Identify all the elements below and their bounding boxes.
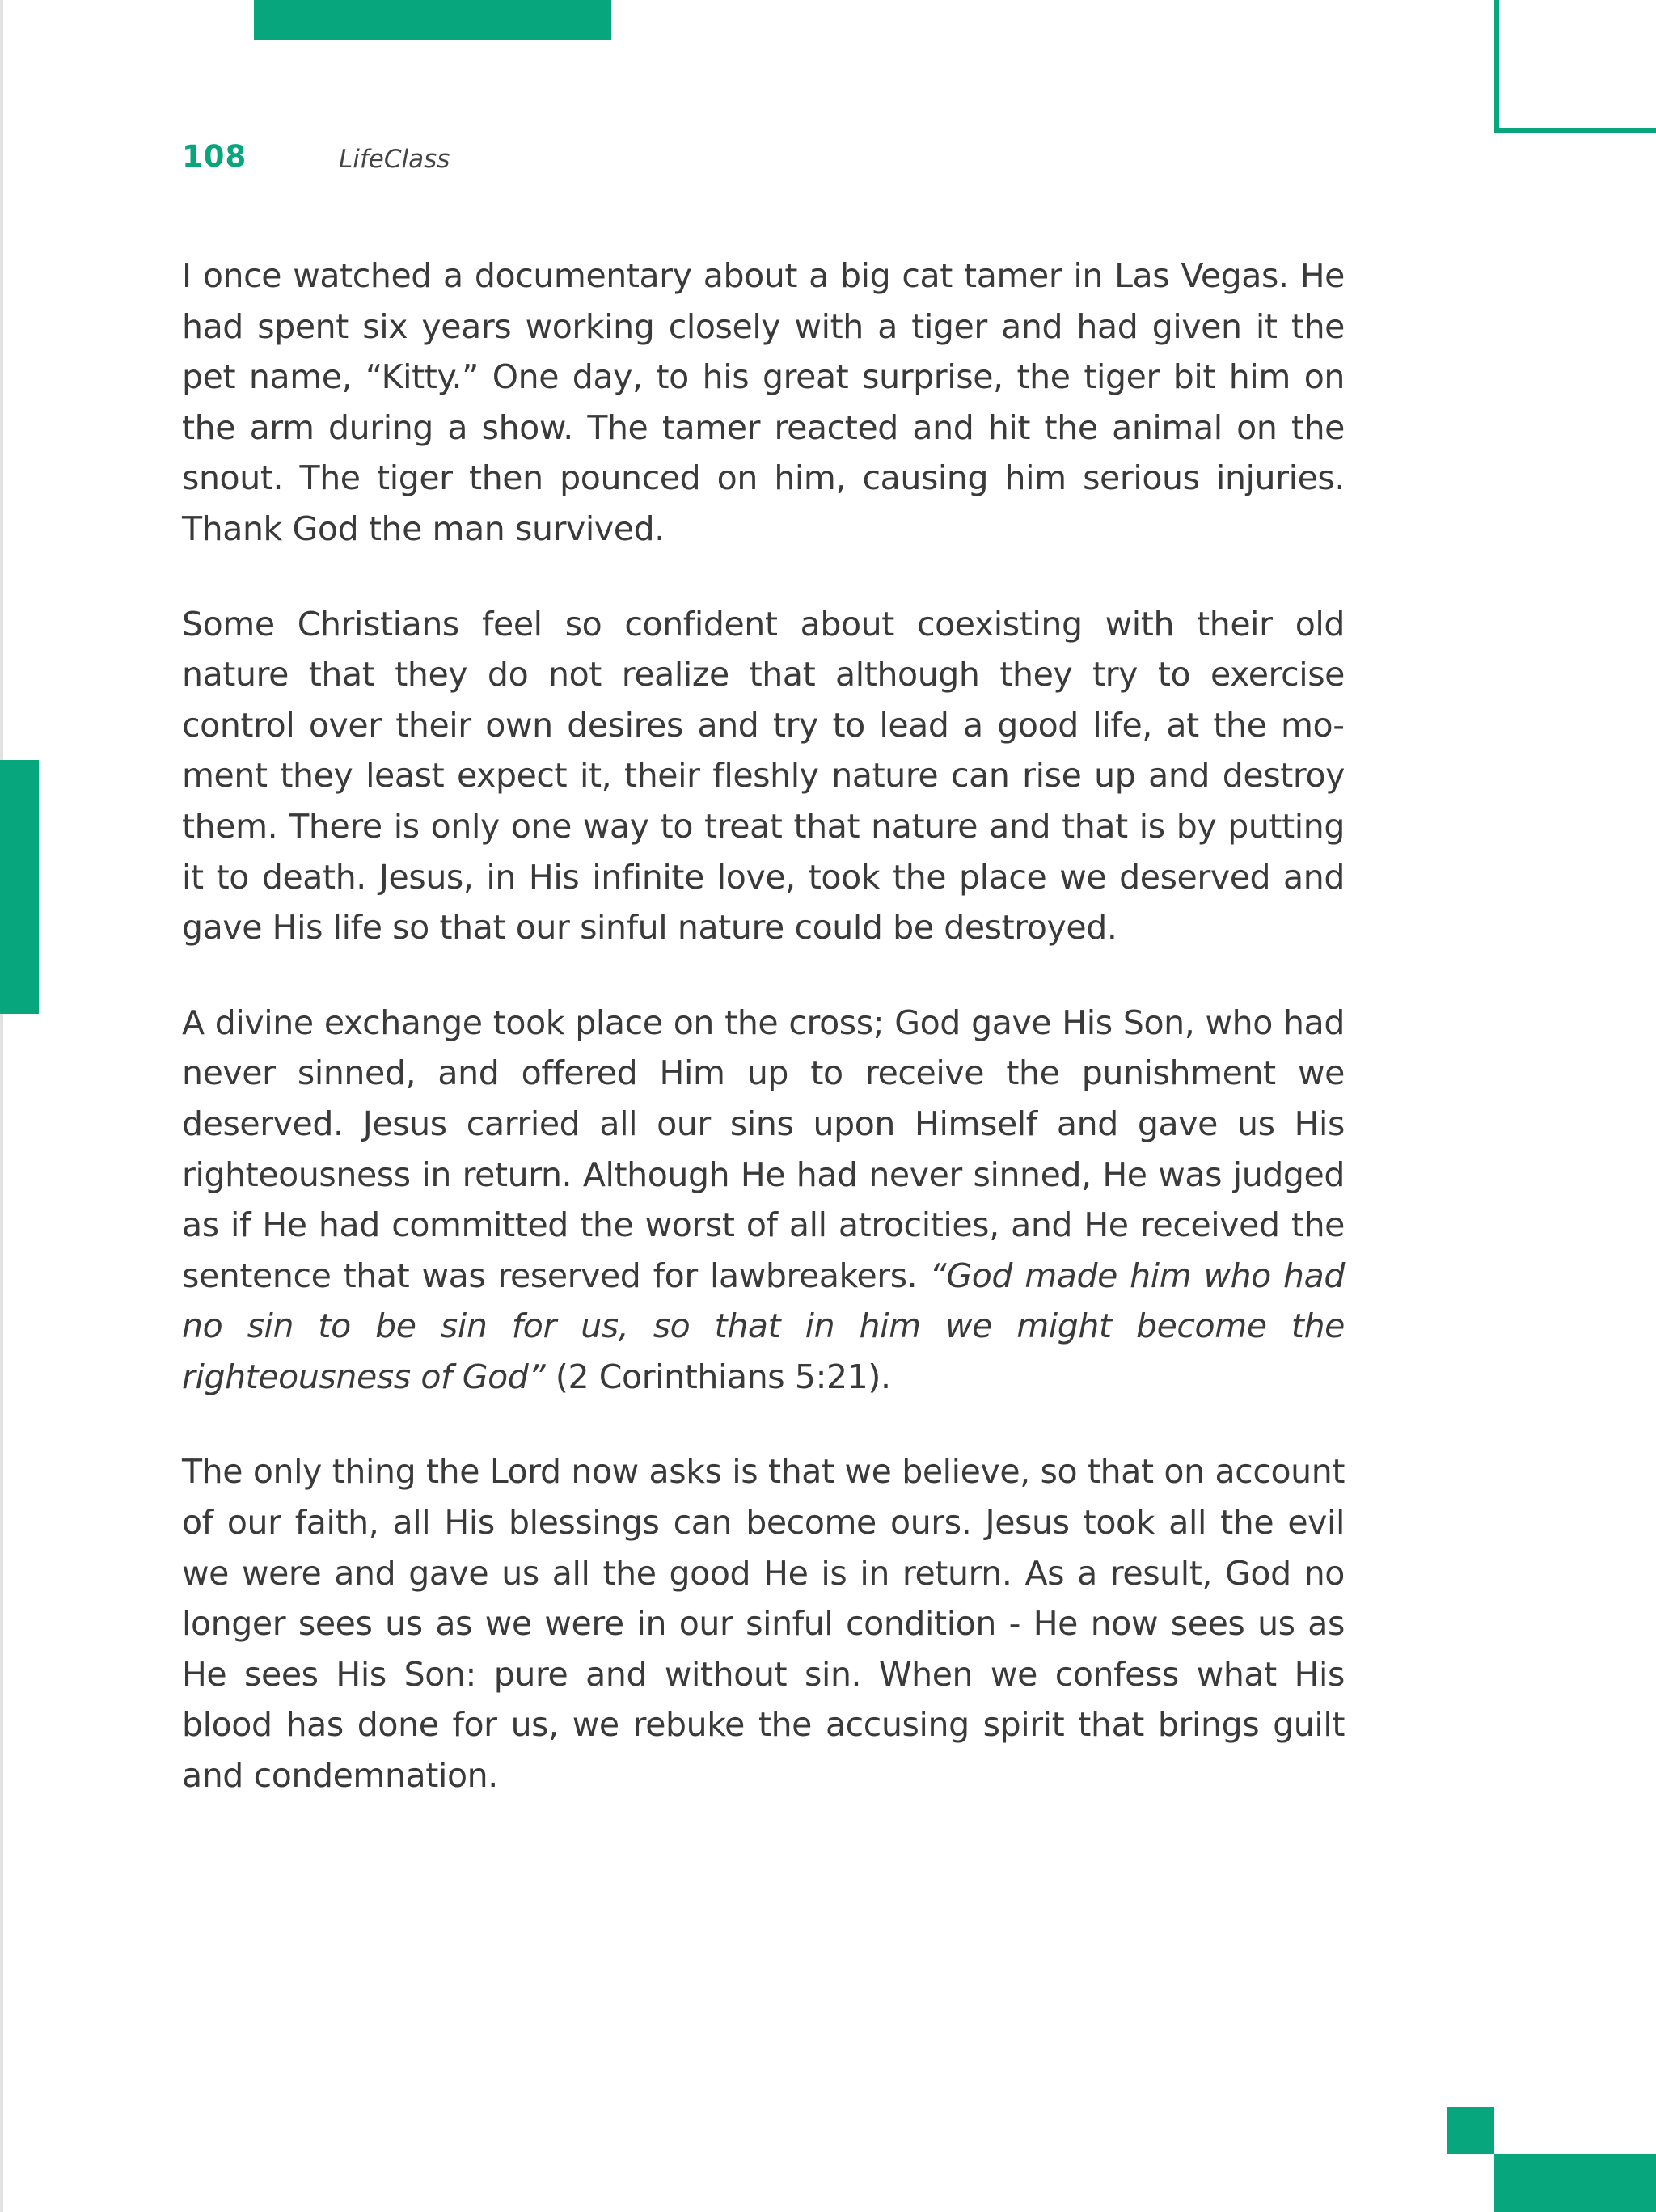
top-accent-bar [254,0,611,40]
corner-frame-decoration [1494,0,1656,133]
paragraph-4-text: The only thing the Lord now asks is that we believe, so that on account of our faith, all His blessings can become ours. Jesus took all the evil we were and gave us all the good He is in return. As a result, God no longer sees us as we were in our sinful condition - He now sees us as He sees His Son: pure and without sin. When we confess what His blood has done for us, we rebuke the accusing spirit that brings guilt and condemnation. [182,1452,1345,1796]
paragraph-3-text: A divine exchange took place on the cross; God gave His Son, who had never sinned, and offered Him up to receive the punishment we deserved. Jesus carried all our sins upon Himself and gave us His righteousness in return. Although He had never sinned, He was judged as if He had committed the worst of all atrocities, and He received the sentence that was reserved for lawbreakers. [182,1003,1345,1295]
paragraph-1-text: I once watched a documentary about a big cat tamer in Las Vegas. He had spent six years working closely with a tiger and had given it the pet name, “Kitty.” One day, to his great surprise, the tiger bit him on the arm during a show. The tamer reacted and hit the animal on the snout. The tiger then pounced on him, causing him serious injuries. Thank God the man survived. [182,256,1345,548]
scripture-citation: (2 Corinthians 5:21). [545,1357,891,1396]
paragraph-2-text: Some Christians feel so confident about coexisting with their old nature that they do not realize that although they try to exercise control over their own desires and try to lead a good life, at the moment they least expect it, their fleshly nature can rise up and destroy them. There is only one way to treat that nature and that is by putting it to death. Jesus, in His infinite love, took the place we deserved and gave His life so that our sinful nature could be destroyed. [182,604,1345,948]
corner-square-small [1447,2107,1494,2154]
body-text [182,251,1345,1846]
paragraph-4 [182,1446,1345,1800]
scripture-quote: “God made him who had no sin to be sin for us, so that in him we might become the righteousness of God” [182,1256,1345,1396]
paragraph-1 [182,251,1345,555]
page-number: 108 [182,139,247,174]
running-head: LifeClass [339,145,450,174]
paragraph-2 [182,599,1345,953]
page-edge [0,0,3,2212]
paragraph-3 [182,998,1345,1403]
side-tab-marker [0,760,39,1014]
corner-square-large [1494,2154,1656,2212]
